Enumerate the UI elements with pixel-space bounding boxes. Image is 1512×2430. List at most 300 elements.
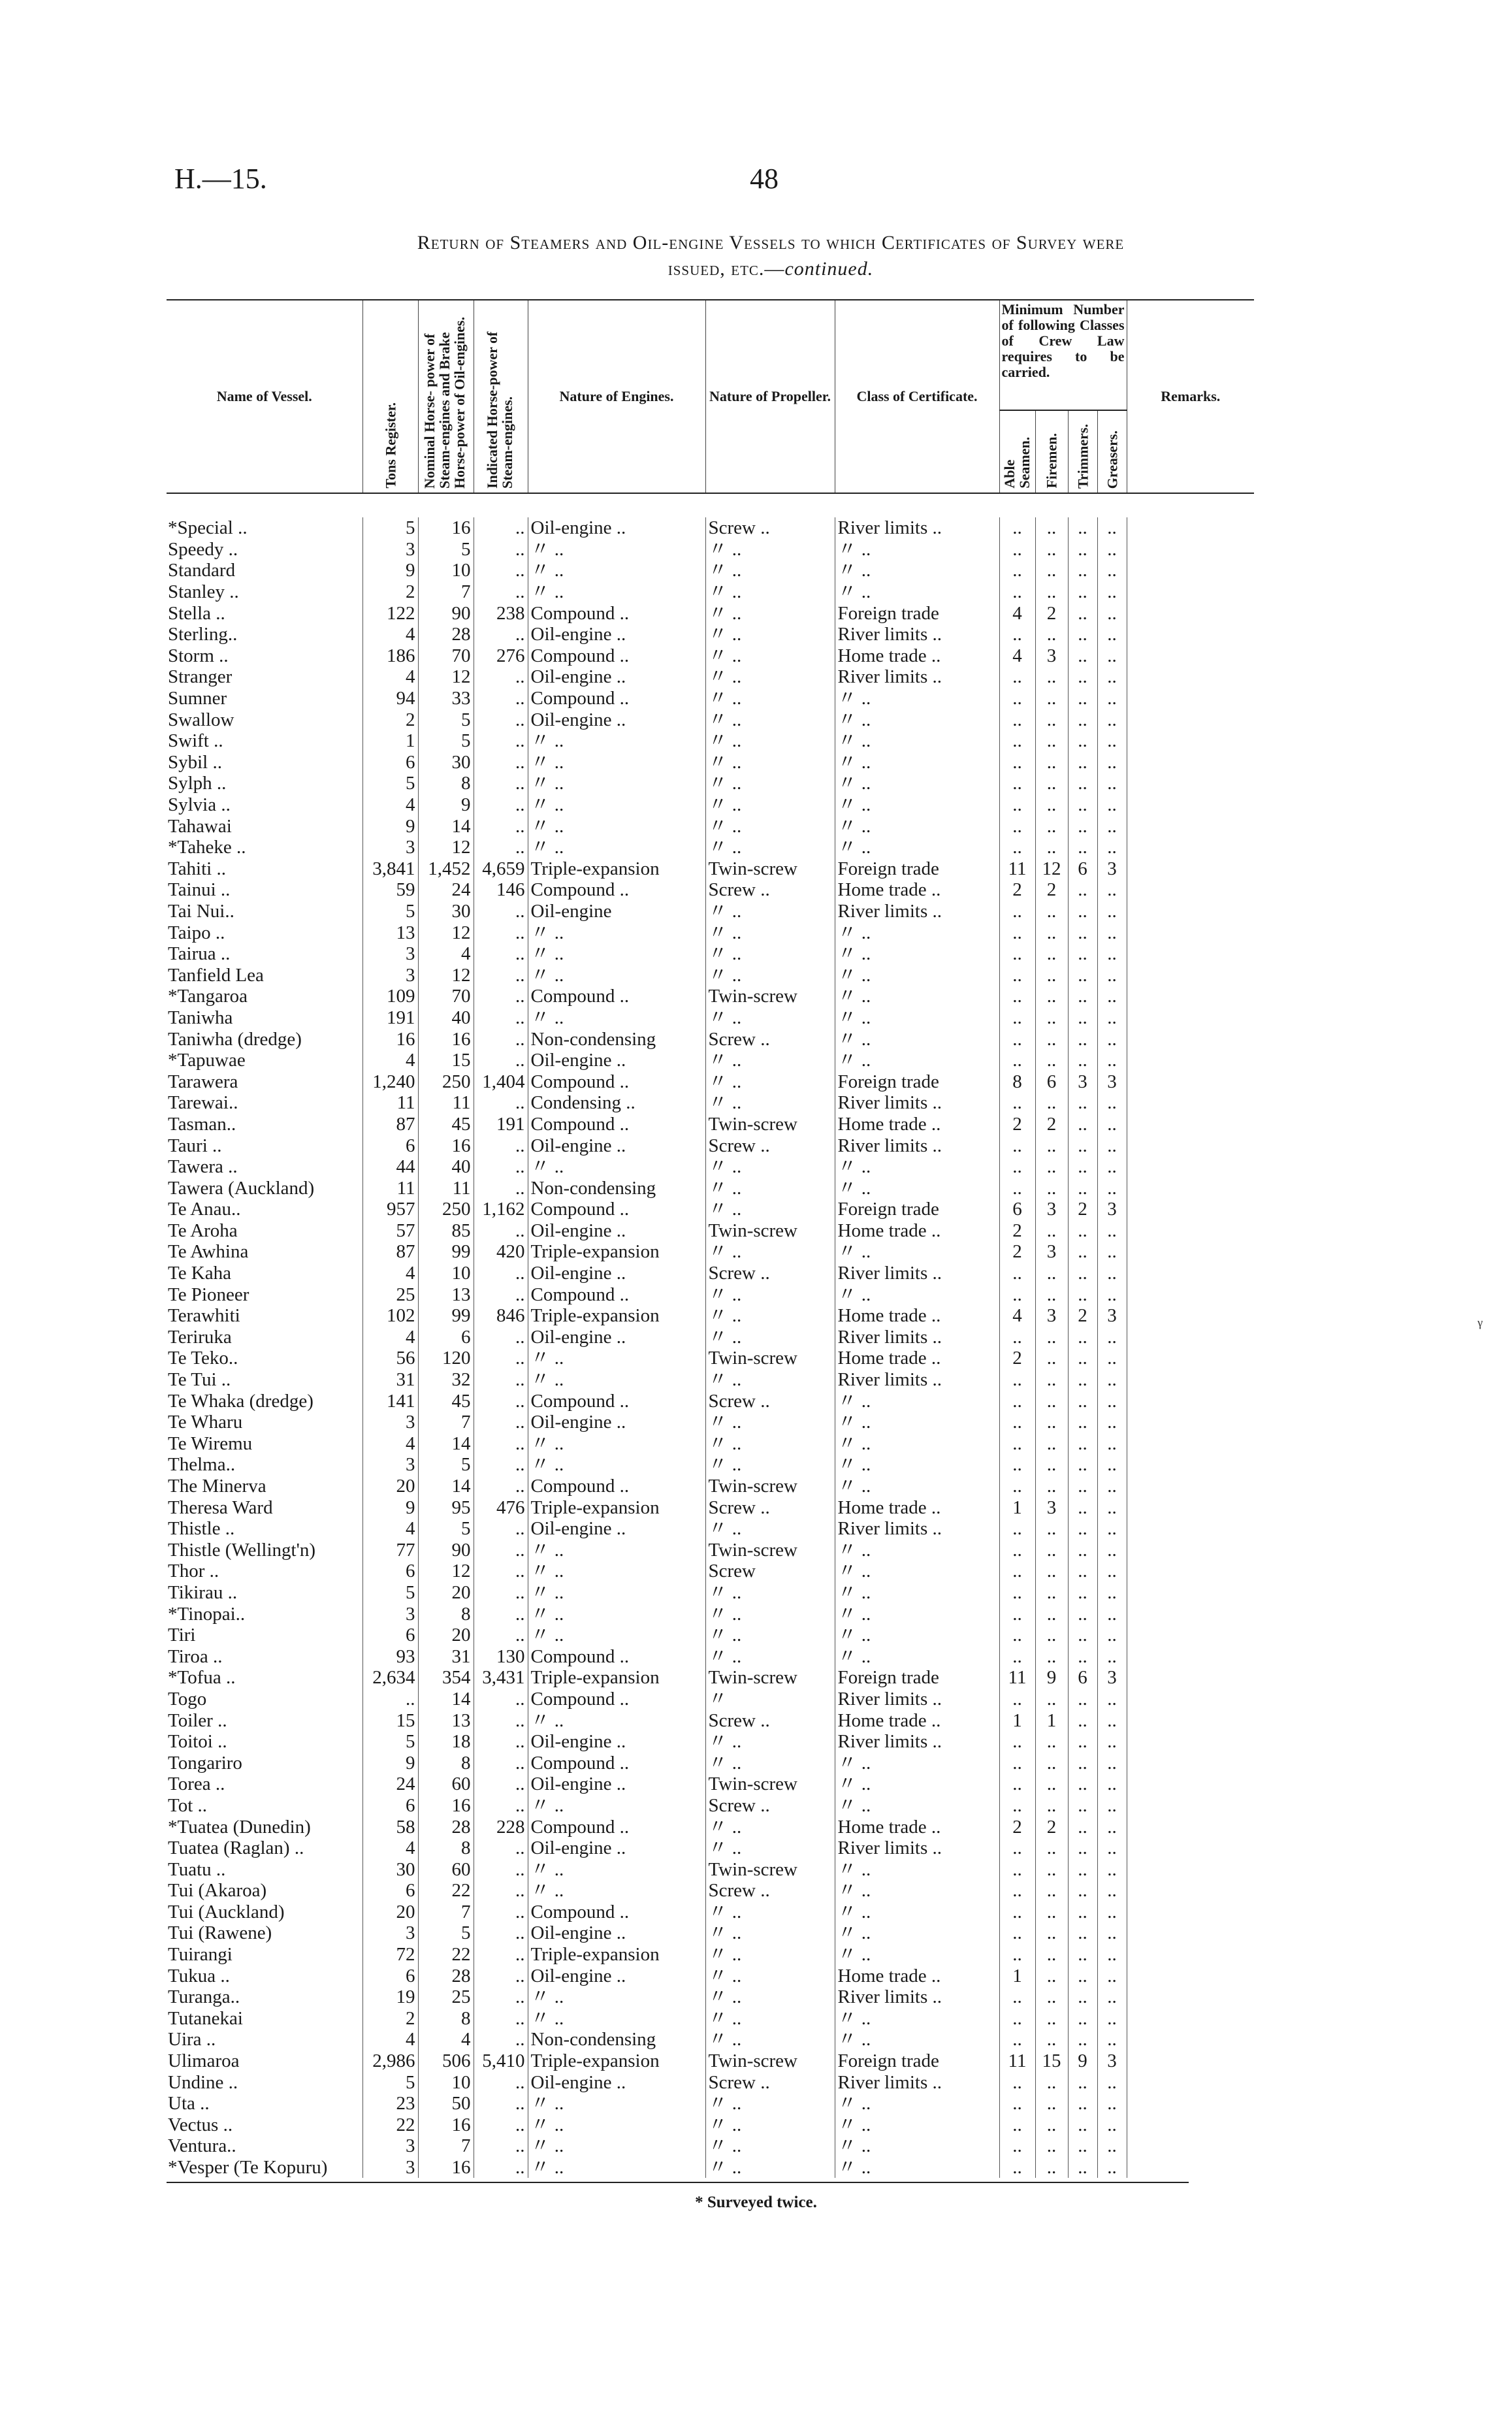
tons-register-cell: 4 — [362, 1050, 418, 1071]
trimmers-cell: .. — [1068, 688, 1097, 709]
able-seamen-cell: .. — [999, 901, 1035, 922]
trimmers-cell: .. — [1068, 1816, 1097, 1838]
greasers-cell: .. — [1097, 1412, 1127, 1433]
table-row — [167, 1369, 1254, 1391]
able-seamen-cell: 4 — [999, 602, 1035, 624]
indicated-hp-cell: 846 — [474, 1305, 528, 1327]
engine-type-cell: 〃 .. — [528, 1369, 705, 1391]
margin-mark: ᵧ — [1477, 1308, 1483, 1329]
certificate-class-cell: 〃 .. — [835, 560, 999, 581]
greasers-cell: .. — [1097, 1348, 1127, 1369]
firemen-cell: .. — [1035, 1348, 1068, 1369]
table-row — [167, 1774, 1254, 1795]
engine-type-cell: 〃 .. — [528, 1625, 705, 1646]
certificate-class-cell: 〃 .. — [835, 752, 999, 773]
col-nominal-hp-label: Nominal Horse- power of Steam-engines and Brake Horse-power of Oil-engines. — [421, 317, 468, 489]
remarks-cell — [1127, 1858, 1254, 1880]
vessel-name-cell: Taniwha (dredge) — [168, 1028, 302, 1050]
tons-register-cell: 6 — [362, 1135, 418, 1156]
vessel-name-cell: Tui (Rawene) — [168, 1922, 272, 1944]
propeller-type-cell: Twin-screw — [705, 2050, 835, 2072]
firemen-cell: .. — [1035, 517, 1068, 539]
greasers-cell: .. — [1097, 1582, 1127, 1604]
greasers-cell: .. — [1097, 1774, 1127, 1795]
table-row — [167, 1816, 1254, 1838]
vessel-name-cell: Undine .. — [168, 2071, 238, 2093]
engine-type-cell: Oil-engine .. — [528, 1135, 705, 1156]
trimmers-cell: .. — [1068, 1625, 1097, 1646]
certificate-class-cell: Foreign trade — [835, 1667, 999, 1689]
tons-register-cell: 2,634 — [362, 1667, 418, 1689]
table-row — [167, 1603, 1254, 1625]
indicated-hp-cell: .. — [474, 964, 528, 986]
vessel-name-cell: *Special .. — [168, 517, 248, 539]
trimmers-cell: .. — [1068, 1348, 1097, 1369]
engine-type-cell: Triple-expansion — [528, 858, 705, 880]
table-row — [167, 837, 1254, 858]
greasers-cell: .. — [1097, 2029, 1127, 2050]
firemen-cell: .. — [1035, 901, 1068, 922]
engine-type-cell: Oil-engine .. — [528, 1965, 705, 1986]
engine-type-cell: 〃 .. — [528, 1795, 705, 1817]
trimmers-cell: .. — [1068, 1007, 1097, 1029]
nominal-hp-cell: 40 — [418, 1156, 474, 1178]
nominal-hp-cell: 14 — [418, 1689, 474, 1710]
greasers-cell: .. — [1097, 1965, 1127, 1986]
able-seamen-cell: .. — [999, 1050, 1035, 1071]
able-seamen-cell: .. — [999, 1645, 1035, 1667]
engine-type-cell: Triple-expansion — [528, 1497, 705, 1518]
nominal-hp-cell: 7 — [418, 2135, 474, 2157]
remarks-cell — [1127, 1518, 1254, 1540]
able-seamen-cell: .. — [999, 1156, 1035, 1178]
table-bottom-rule — [167, 2182, 1189, 2183]
remarks-cell — [1127, 1709, 1254, 1731]
propeller-type-cell: 〃 .. — [705, 602, 835, 624]
certificate-class-cell: 〃 .. — [835, 2029, 999, 2050]
indicated-hp-cell: 276 — [474, 645, 528, 667]
tons-register-cell: 9 — [362, 1497, 418, 1518]
remarks-cell — [1127, 858, 1254, 880]
remarks-cell — [1127, 1965, 1254, 1986]
table-row — [167, 560, 1254, 581]
indicated-hp-cell: .. — [474, 1540, 528, 1561]
engine-type-cell: 〃 .. — [528, 1454, 705, 1476]
table-row — [167, 1199, 1254, 1220]
certificate-class-cell: River limits .. — [835, 666, 999, 688]
firemen-cell: .. — [1035, 1220, 1068, 1242]
propeller-type-cell: 〃 .. — [705, 1645, 835, 1667]
table-row — [167, 688, 1254, 709]
greasers-cell: .. — [1097, 901, 1127, 922]
trimmers-cell: 9 — [1068, 2050, 1097, 2072]
nominal-hp-cell: 250 — [418, 1199, 474, 1220]
indicated-hp-cell: .. — [474, 1092, 528, 1114]
engine-type-cell: Condensing .. — [528, 1092, 705, 1114]
table-row — [167, 1561, 1254, 1582]
certificate-class-cell: River limits .. — [835, 1518, 999, 1540]
remarks-cell — [1127, 986, 1254, 1007]
able-seamen-cell: .. — [999, 2157, 1035, 2179]
engine-type-cell: Compound .. — [528, 1645, 705, 1667]
table-row — [167, 1880, 1254, 1902]
nominal-hp-cell: 12 — [418, 964, 474, 986]
certificate-class-cell: 〃 .. — [835, 922, 999, 943]
engine-type-cell: Compound .. — [528, 986, 705, 1007]
indicated-hp-cell: .. — [474, 709, 528, 730]
greasers-cell: .. — [1097, 1944, 1127, 1966]
tons-register-cell: 23 — [362, 2093, 418, 2114]
greasers-cell: .. — [1097, 1327, 1127, 1348]
indicated-hp-cell: .. — [474, 1603, 528, 1625]
nominal-hp-cell: 14 — [418, 815, 474, 837]
tons-register-cell: 1 — [362, 730, 418, 752]
certificate-class-cell: 〃 .. — [835, 1944, 999, 1966]
trimmers-cell: 2 — [1068, 1305, 1097, 1327]
vessel-name-cell: Thelma.. — [168, 1454, 236, 1476]
nominal-hp-cell: 8 — [418, 1752, 474, 1774]
engine-type-cell: 〃 .. — [528, 1858, 705, 1880]
indicated-hp-cell: .. — [474, 922, 528, 943]
tons-register-cell: 186 — [362, 645, 418, 667]
nominal-hp-cell: 30 — [418, 752, 474, 773]
certificate-class-cell: River limits .. — [835, 517, 999, 539]
vessel-name-cell: *Tofua .. — [168, 1667, 236, 1689]
vessel-name-cell: Tui (Akaroa) — [168, 1880, 267, 1902]
tons-register-cell: 102 — [362, 1305, 418, 1327]
remarks-cell — [1127, 1731, 1254, 1753]
engine-type-cell: 〃 .. — [528, 2157, 705, 2179]
indicated-hp-cell: .. — [474, 1156, 528, 1178]
firemen-cell: 3 — [1035, 1305, 1068, 1327]
trimmers-cell: .. — [1068, 943, 1097, 965]
indicated-hp-cell: .. — [474, 1774, 528, 1795]
nominal-hp-cell: 354 — [418, 1667, 474, 1689]
tons-register-cell: 77 — [362, 1540, 418, 1561]
header-row — [167, 300, 1254, 410]
tons-register-cell: 25 — [362, 1284, 418, 1305]
trimmers-cell: .. — [1068, 1902, 1097, 1923]
header-spacer-cell — [167, 493, 1254, 517]
nominal-hp-cell: 15 — [418, 1050, 474, 1071]
tons-register-cell: 31 — [362, 1369, 418, 1391]
table-row — [167, 1922, 1254, 1944]
engine-type-cell: 〃 .. — [528, 581, 705, 603]
table-row — [167, 1731, 1254, 1753]
nominal-hp-cell: 6 — [418, 1327, 474, 1348]
greasers-cell: .. — [1097, 2071, 1127, 2093]
vessel-name-cell: Tutanekai — [168, 2007, 243, 2029]
remarks-cell — [1127, 1454, 1254, 1476]
propeller-type-cell: 〃 .. — [705, 752, 835, 773]
vessel-name-cell: Toiler .. — [168, 1709, 227, 1731]
propeller-type-cell: 〃 .. — [705, 1752, 835, 1774]
firemen-cell: .. — [1035, 1412, 1068, 1433]
indicated-hp-cell: .. — [474, 752, 528, 773]
table-row — [167, 2093, 1254, 2114]
engine-type-cell: 〃 .. — [528, 922, 705, 943]
able-seamen-cell: .. — [999, 1603, 1035, 1625]
indicated-hp-cell: .. — [474, 1220, 528, 1242]
trimmers-cell: .. — [1068, 666, 1097, 688]
engine-type-cell: 〃 .. — [528, 1348, 705, 1369]
remarks-cell — [1127, 1816, 1254, 1838]
greasers-cell: .. — [1097, 730, 1127, 752]
indicated-hp-cell: .. — [474, 794, 528, 816]
nominal-hp-cell: 1,452 — [418, 858, 474, 880]
tons-register-cell: 5 — [362, 901, 418, 922]
engine-type-cell: Oil-engine — [528, 901, 705, 922]
certificate-class-cell: River limits .. — [835, 1689, 999, 1710]
propeller-type-cell: Screw .. — [705, 517, 835, 539]
nominal-hp-cell: 16 — [418, 1135, 474, 1156]
able-seamen-cell: .. — [999, 1561, 1035, 1582]
propeller-type-cell: 〃 .. — [705, 922, 835, 943]
trimmers-cell: .. — [1068, 1156, 1097, 1178]
greasers-cell: .. — [1097, 1177, 1127, 1199]
nominal-hp-cell: 85 — [418, 1220, 474, 1242]
vessel-name-cell: The Minerva — [168, 1476, 266, 1497]
indicated-hp-cell: .. — [474, 2008, 528, 2030]
indicated-hp-cell: 228 — [474, 1816, 528, 1838]
greasers-cell: .. — [1097, 1795, 1127, 1817]
indicated-hp-cell: 3,431 — [474, 1667, 528, 1689]
able-seamen-cell: .. — [999, 1007, 1035, 1029]
firemen-cell: .. — [1035, 1858, 1068, 1880]
certificate-class-cell: 〃 .. — [835, 1412, 999, 1433]
propeller-type-cell: 〃 .. — [705, 943, 835, 965]
engine-type-cell: Oil-engine .. — [528, 624, 705, 645]
remarks-cell — [1127, 1327, 1254, 1348]
indicated-hp-cell: .. — [474, 1050, 528, 1071]
certificate-class-cell: 〃 .. — [835, 730, 999, 752]
greasers-cell: .. — [1097, 1603, 1127, 1625]
able-seamen-cell: .. — [999, 1752, 1035, 1774]
tons-register-cell: 9 — [362, 815, 418, 837]
remarks-cell — [1127, 539, 1254, 560]
remarks-cell — [1127, 1156, 1254, 1178]
able-seamen-cell: .. — [999, 1902, 1035, 1923]
indicated-hp-cell: .. — [474, 2071, 528, 2093]
engine-type-cell: 〃 .. — [528, 1603, 705, 1625]
engine-type-cell: Oil-engine .. — [528, 709, 705, 730]
indicated-hp-cell: .. — [474, 2093, 528, 2114]
indicated-hp-cell: .. — [474, 1902, 528, 1923]
indicated-hp-cell: 1,404 — [474, 1071, 528, 1092]
trimmers-cell: .. — [1068, 1476, 1097, 1497]
greasers-cell: .. — [1097, 1454, 1127, 1476]
nominal-hp-cell: 14 — [418, 1476, 474, 1497]
greasers-cell: 3 — [1097, 858, 1127, 880]
page-number: 48 — [750, 163, 779, 195]
trimmers-cell: .. — [1068, 1795, 1097, 1817]
nominal-hp-cell: 506 — [418, 2050, 474, 2072]
engine-type-cell: Triple-expansion — [528, 1944, 705, 1966]
vessel-name-cell: Te Wharu — [168, 1412, 243, 1433]
tons-register-cell: 1,240 — [362, 1071, 418, 1092]
greasers-cell: .. — [1097, 1709, 1127, 1731]
remarks-cell — [1127, 645, 1254, 667]
nominal-hp-cell: 4 — [418, 2029, 474, 2050]
remarks-cell — [1127, 901, 1254, 922]
nominal-hp-cell: 18 — [418, 1731, 474, 1753]
table-row — [167, 1263, 1254, 1284]
trimmers-cell: .. — [1068, 2029, 1097, 2050]
vessel-name-cell: *Vesper (Te Kopuru) — [168, 2157, 328, 2179]
tons-register-cell: 20 — [362, 1476, 418, 1497]
indicated-hp-cell: .. — [474, 901, 528, 922]
col-firemen-label: Firemen. — [1043, 433, 1060, 489]
greasers-cell: .. — [1097, 1114, 1127, 1135]
propeller-type-cell: Screw .. — [705, 1497, 835, 1518]
greasers-cell: .. — [1097, 539, 1127, 560]
indicated-hp-cell: .. — [474, 1412, 528, 1433]
nominal-hp-cell: 11 — [418, 1177, 474, 1199]
nominal-hp-cell: 20 — [418, 1625, 474, 1646]
certificate-class-cell: 〃 .. — [835, 1582, 999, 1604]
col-propeller-header: Nature of Propeller. — [705, 300, 835, 493]
able-seamen-cell: .. — [999, 1689, 1035, 1710]
able-seamen-cell: 1 — [999, 1497, 1035, 1518]
propeller-type-cell: 〃 .. — [705, 2093, 835, 2114]
propeller-type-cell: 〃 .. — [705, 1369, 835, 1391]
greasers-cell: .. — [1097, 1922, 1127, 1944]
engine-type-cell: Compound .. — [528, 1071, 705, 1092]
firemen-cell: 6 — [1035, 1071, 1068, 1092]
engine-type-cell: Compound .. — [528, 1199, 705, 1220]
propeller-type-cell: Twin-screw — [705, 1476, 835, 1497]
engine-type-cell: 〃 .. — [528, 1007, 705, 1029]
remarks-cell — [1127, 1667, 1254, 1689]
trimmers-cell: .. — [1068, 1944, 1097, 1966]
nominal-hp-cell: 250 — [418, 1071, 474, 1092]
nominal-hp-cell: 95 — [418, 1497, 474, 1518]
vessel-name-cell: Terawhiti — [168, 1305, 240, 1327]
remarks-cell — [1127, 1263, 1254, 1284]
trimmers-cell: .. — [1068, 709, 1097, 730]
indicated-hp-cell: .. — [474, 1007, 528, 1029]
greasers-cell: .. — [1097, 1284, 1127, 1305]
engine-type-cell: Compound .. — [528, 1816, 705, 1838]
indicated-hp-cell: .. — [474, 1433, 528, 1455]
certificate-class-cell: 〃 .. — [835, 1050, 999, 1071]
nominal-hp-cell: 12 — [418, 922, 474, 943]
trimmers-cell: .. — [1068, 2093, 1097, 2114]
able-seamen-cell: .. — [999, 1858, 1035, 1880]
trimmers-cell: .. — [1068, 1986, 1097, 2008]
vessel-name-cell: Tot .. — [168, 1794, 207, 1816]
able-seamen-cell: .. — [999, 1263, 1035, 1284]
remarks-cell — [1127, 815, 1254, 837]
nominal-hp-cell: 50 — [418, 2093, 474, 2114]
vessel-name-cell: Tuatea (Raglan) .. — [168, 1838, 304, 1859]
indicated-hp-cell: .. — [474, 2029, 528, 2050]
greasers-cell: 3 — [1097, 1199, 1127, 1220]
indicated-hp-cell: .. — [474, 539, 528, 560]
tons-register-cell: 22 — [362, 2114, 418, 2136]
greasers-cell: .. — [1097, 1902, 1127, 1923]
tons-register-cell: 9 — [362, 1752, 418, 1774]
engine-type-cell: Oil-engine .. — [528, 1263, 705, 1284]
engine-type-cell: Triple-expansion — [528, 2050, 705, 2072]
vessel-name-cell: Turanga.. — [168, 1986, 240, 2008]
able-seamen-cell: .. — [999, 2008, 1035, 2030]
propeller-type-cell: 〃 .. — [705, 539, 835, 560]
nominal-hp-cell: 5 — [418, 1454, 474, 1476]
nominal-hp-cell: 33 — [418, 688, 474, 709]
trimmers-cell: 6 — [1068, 1667, 1097, 1689]
remarks-cell — [1127, 943, 1254, 965]
trimmers-cell: .. — [1068, 752, 1097, 773]
tons-register-cell: 3 — [362, 2157, 418, 2179]
able-seamen-cell: 11 — [999, 1667, 1035, 1689]
propeller-type-cell: Twin-screw — [705, 986, 835, 1007]
firemen-cell: .. — [1035, 2029, 1068, 2050]
trimmers-cell: .. — [1068, 2071, 1097, 2093]
tons-register-cell: 3 — [362, 2135, 418, 2157]
trimmers-cell: .. — [1068, 1220, 1097, 1242]
vessel-name-cell: Taipo .. — [168, 922, 225, 943]
propeller-type-cell: 〃 .. — [705, 1625, 835, 1646]
engine-type-cell: 〃 .. — [528, 794, 705, 816]
engine-type-cell: Oil-engine .. — [528, 1327, 705, 1348]
table-row — [167, 752, 1254, 773]
certificate-class-cell: River limits .. — [835, 1327, 999, 1348]
table-row — [167, 1497, 1254, 1518]
firemen-cell: 12 — [1035, 858, 1068, 880]
col-able-seamen-label: Able Seamen. — [1001, 437, 1033, 489]
col-greasers-header — [1097, 410, 1127, 493]
remarks-cell — [1127, 2114, 1254, 2136]
able-seamen-cell: 2 — [999, 1114, 1035, 1135]
able-seamen-cell: .. — [999, 1540, 1035, 1561]
nominal-hp-cell: 12 — [418, 837, 474, 858]
vessel-name-cell: Theresa Ward — [168, 1497, 273, 1518]
nominal-hp-cell: 11 — [418, 1092, 474, 1114]
tons-register-cell: 87 — [362, 1114, 418, 1135]
remarks-cell — [1127, 1625, 1254, 1646]
certificate-class-cell: Foreign trade — [835, 602, 999, 624]
certificate-class-cell: 〃 .. — [835, 1858, 999, 1880]
engine-type-cell: 〃 .. — [528, 1709, 705, 1731]
firemen-cell: .. — [1035, 1135, 1068, 1156]
greasers-cell: .. — [1097, 773, 1127, 794]
tons-register-cell: 24 — [362, 1774, 418, 1795]
col-engines-header: Nature of Engines. — [528, 300, 705, 493]
certificate-class-cell: 〃 .. — [835, 709, 999, 730]
remarks-cell — [1127, 1092, 1254, 1114]
certificate-class-cell: 〃 .. — [835, 1880, 999, 1902]
table-row — [167, 624, 1254, 645]
table-row — [167, 858, 1254, 880]
propeller-type-cell: Screw .. — [705, 1709, 835, 1731]
able-seamen-cell: .. — [999, 1284, 1035, 1305]
vessel-name-cell: Speedy .. — [168, 538, 238, 560]
trimmers-cell: .. — [1068, 1284, 1097, 1305]
firemen-cell: .. — [1035, 1156, 1068, 1178]
indicated-hp-cell: .. — [474, 2157, 528, 2179]
propeller-type-cell: 〃 .. — [705, 730, 835, 752]
able-seamen-cell: 1 — [999, 1709, 1035, 1731]
able-seamen-cell: .. — [999, 560, 1035, 581]
remarks-cell — [1127, 1497, 1254, 1518]
greasers-cell: .. — [1097, 1369, 1127, 1391]
tons-register-cell: 6 — [362, 1965, 418, 1986]
indicated-hp-cell: .. — [474, 1177, 528, 1199]
greasers-cell: .. — [1097, 666, 1127, 688]
firemen-cell: .. — [1035, 1944, 1068, 1966]
engine-type-cell: Compound .. — [528, 1284, 705, 1305]
